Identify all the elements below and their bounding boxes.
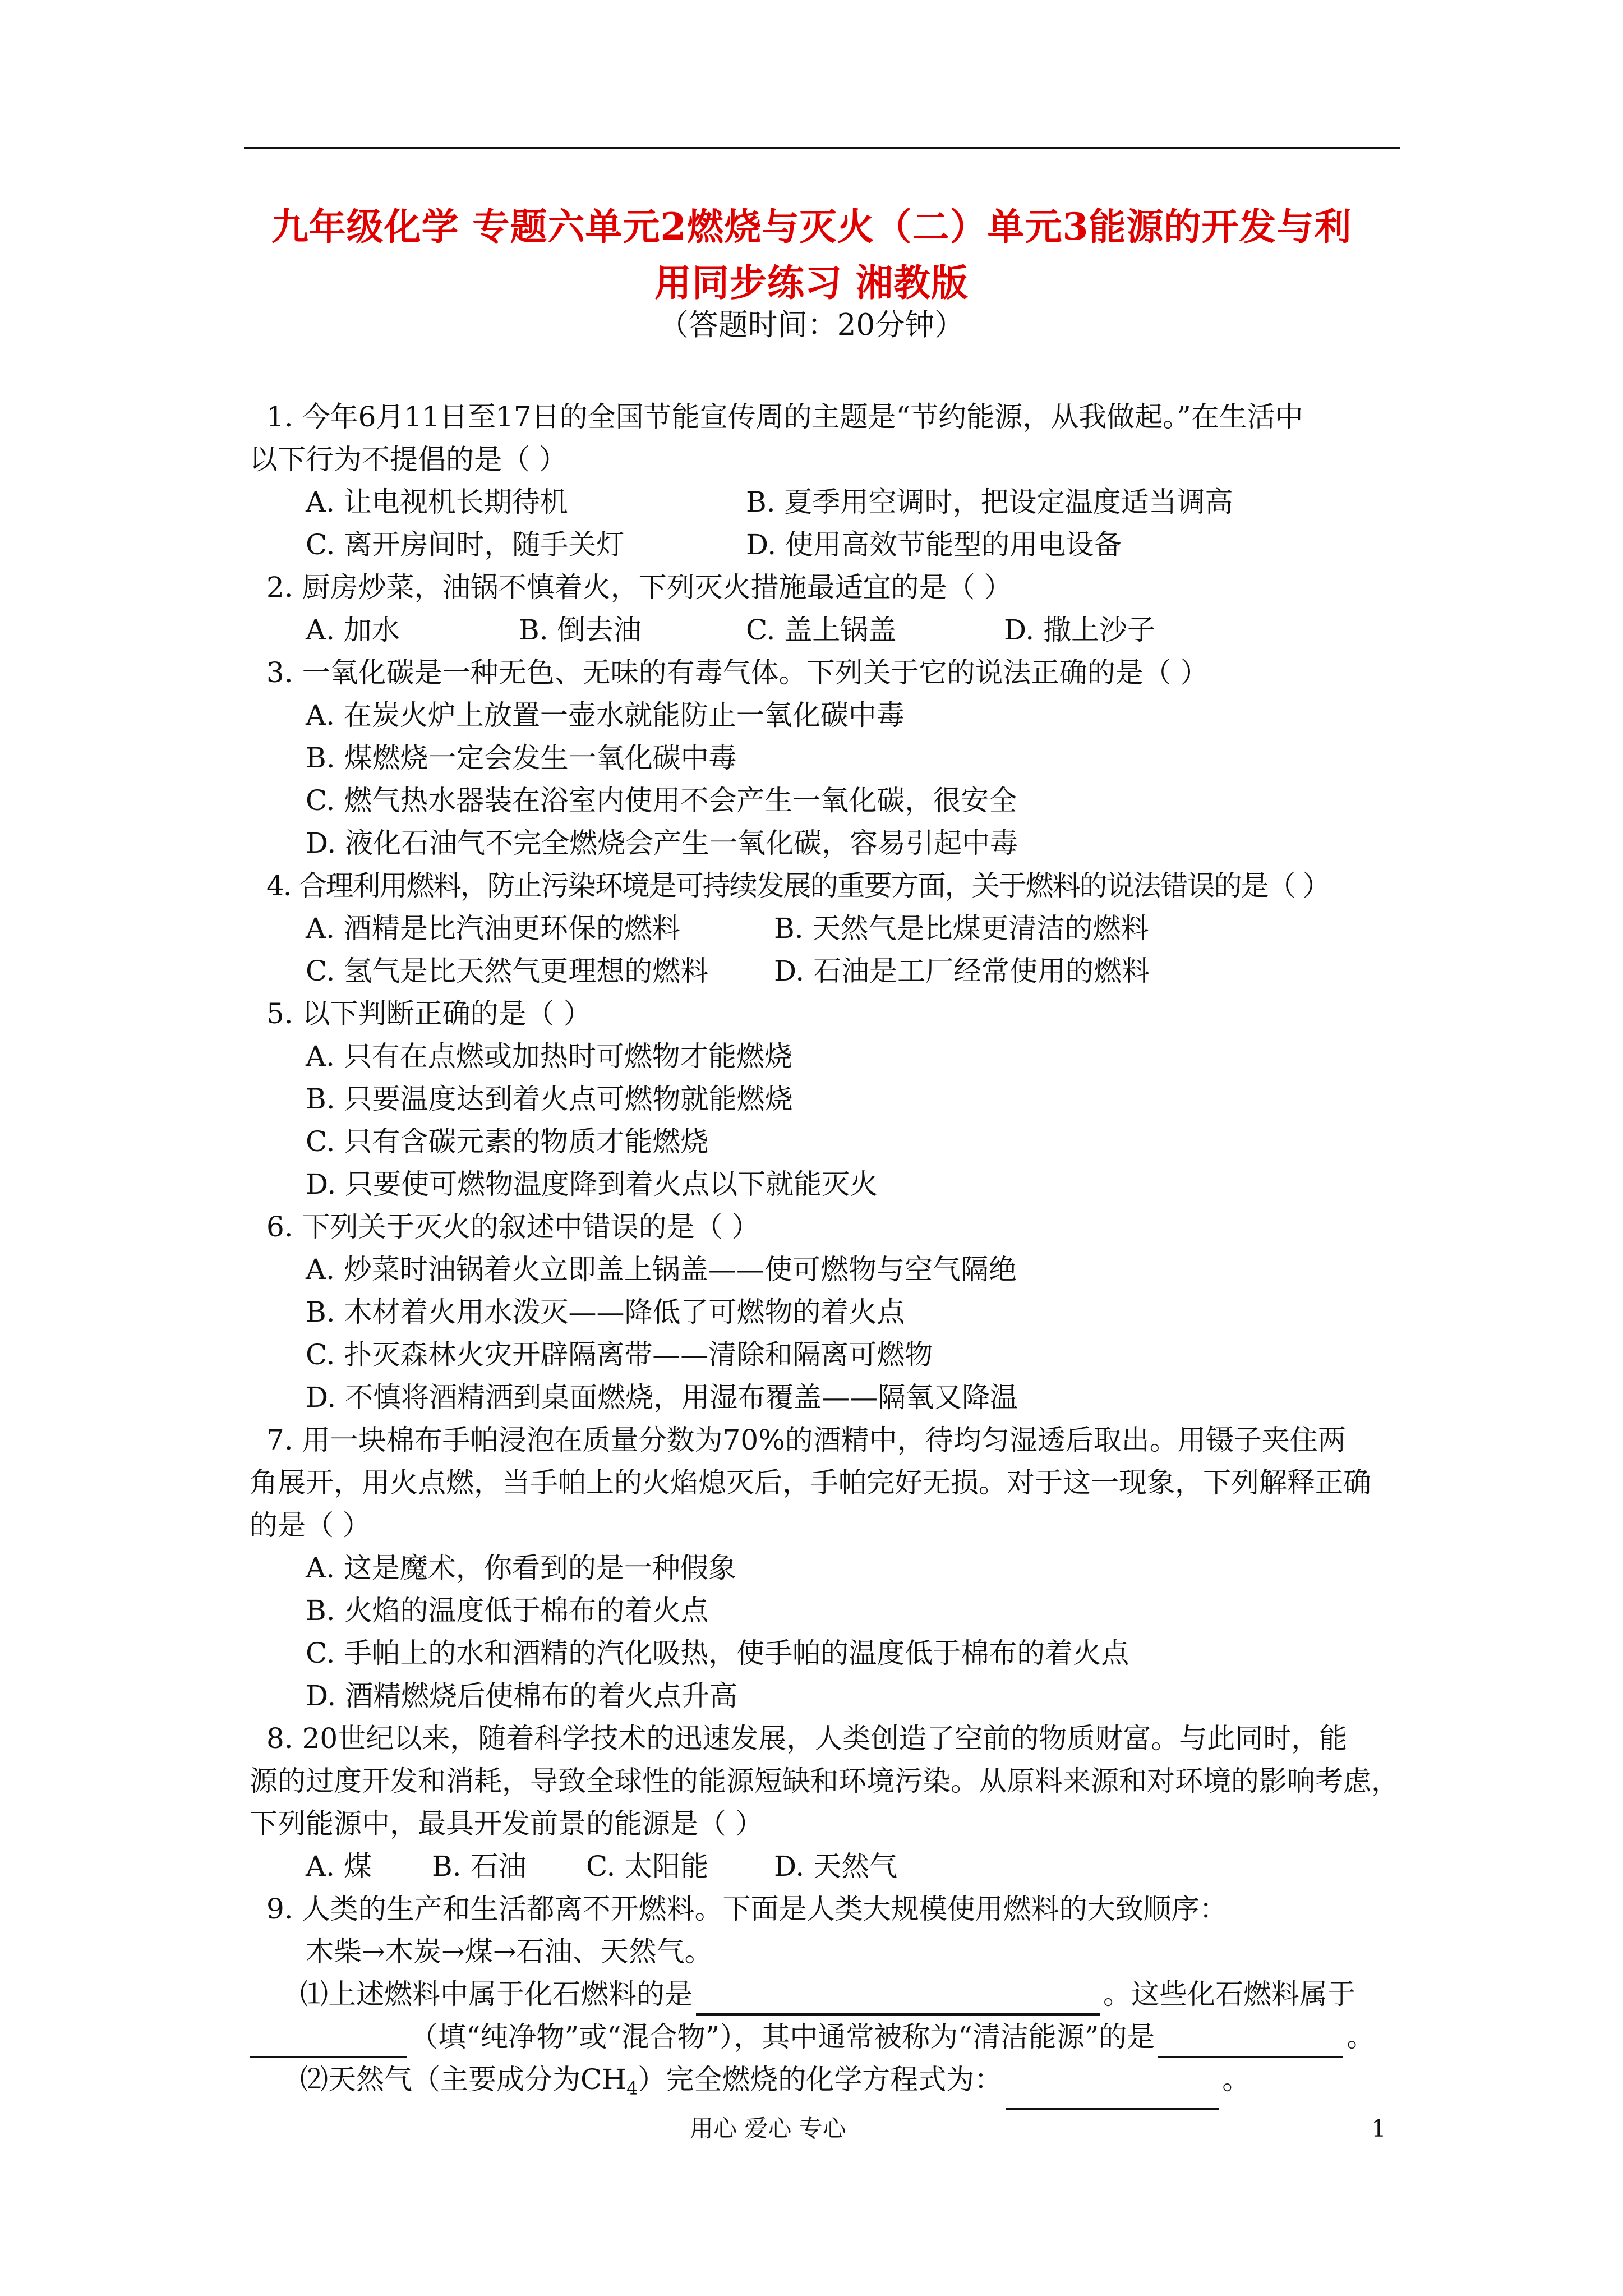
question-5-option-b: B. 只要温度达到着火点可燃物就能燃烧 bbox=[306, 1083, 793, 1115]
question-8-option-c: C. 太阳能 bbox=[586, 1850, 709, 1883]
question-2-option-d: D. 撒上沙子 bbox=[1004, 614, 1156, 646]
question-9-stem: 9. 人类的生产和生活都离不开燃料。下面是人类大规模使用燃料的大致顺序： bbox=[266, 1893, 1228, 1925]
question-4-option-b: B. 天然气是比煤更清洁的燃料 bbox=[774, 912, 1149, 945]
question-7-stem: 7. 用一块棉布手帕浸泡在质量分数为70%的酒精中，待均匀湿透后取出。用镊子夹住两 bbox=[266, 1424, 1346, 1456]
question-6-stem: 6. 下列关于灭火的叙述中错误的是（ ） bbox=[266, 1211, 760, 1243]
question-6-option-d: D. 不慎将酒精洒到桌面燃烧，用湿布覆盖——隔氧又降温 bbox=[306, 1381, 1018, 1414]
header-rule bbox=[244, 147, 1400, 149]
answer-time: （答题时间：20分钟） bbox=[658, 308, 965, 342]
question-2-option-a: A. 加水 bbox=[306, 614, 400, 646]
question-9-part-1-cont: （填“纯净物”或“混合物”），其中通常被称为“清洁能源”的是 。 bbox=[250, 2016, 1375, 2058]
question-9-part-1: ⑴上述燃料中属于化石燃料的是 。这些化石燃料属于 bbox=[300, 1973, 1355, 2016]
question-5-stem: 5. 以下判断正确的是（ ） bbox=[266, 997, 592, 1030]
question-4-option-a: A. 酒精是比汽油更环保的燃料 bbox=[306, 912, 680, 945]
question-4-stem: 4. 合理利用燃料，防止污染环境是可持续发展的重要方面，关于燃料的说法错误的是（ ） bbox=[266, 869, 1330, 902]
question-3-option-a: A. 在炭火炉上放置一壶水就能防止一氧化碳中毒 bbox=[306, 699, 905, 731]
question-1-option-b: B. 夏季用空调时，把设定温度适当调高 bbox=[746, 486, 1233, 518]
question-7-option-d: D. 酒精燃烧后使棉布的着火点升高 bbox=[306, 1680, 738, 1712]
question-1-stem-cont: 以下行为不提倡的是（ ） bbox=[250, 443, 567, 476]
fossil-fuel-answer-blank[interactable] bbox=[696, 1982, 1100, 2016]
question-1-option-a: A. 让电视机长期待机 bbox=[306, 486, 568, 518]
question-2-stem: 2. 厨房炒菜，油锅不慎着火，下列灭火措施最适宜的是（ ） bbox=[266, 571, 1012, 604]
question-7-option-a: A. 这是魔术，你看到的是一种假象 bbox=[306, 1552, 736, 1584]
question-3-option-b: B. 煤燃烧一定会发生一氧化碳中毒 bbox=[306, 742, 737, 774]
question-7-stem-cont-1: 角展开，用火点燃，当手帕上的火焰熄灭后，手帕完好无损。对于这一现象，下列解释正确 bbox=[250, 1466, 1371, 1499]
question-6-option-c: C. 扑灭森林火灾开辟隔离带——清除和隔离可燃物 bbox=[306, 1338, 933, 1371]
question-3-option-c: C. 燃气热水器装在浴室内使用不会产生一氧化碳，很安全 bbox=[306, 784, 1017, 817]
equation-answer-blank[interactable] bbox=[1006, 2076, 1219, 2110]
question-3-option-d: D. 液化石油气不完全燃烧会产生一氧化碳，容易引起中毒 bbox=[306, 827, 1018, 859]
question-1-stem: 1. 今年6月11日至17日的全国节能宣传周的主题是“节约能源，从我做起。”在生活中 bbox=[266, 401, 1303, 433]
question-1-option-d: D. 使用高效节能型的用电设备 bbox=[746, 528, 1122, 561]
question-8-stem-cont-1: 源的过度开发和消耗，导致全球性的能源短缺和环境污染。从原料来源和对环境的影响考虑， bbox=[250, 1765, 1399, 1797]
question-8-stem-cont-2: 下列能源中，最具开发前景的能源是（ ） bbox=[250, 1807, 763, 1840]
question-7-option-b: B. 火焰的温度低于棉布的着火点 bbox=[306, 1594, 709, 1627]
question-1-option-c: C. 离开房间时，随手关灯 bbox=[306, 528, 625, 561]
question-7-option-c: C. 手帕上的水和酒精的汽化吸热，使手帕的温度低于棉布的着火点 bbox=[306, 1637, 1129, 1669]
page-number: 1 bbox=[1371, 2115, 1386, 2142]
question-8-option-b: B. 石油 bbox=[432, 1850, 527, 1883]
footer-motto: 用心 爱心 专心 bbox=[690, 2115, 846, 2142]
question-5-option-a: A. 只有在点燃或加热时可燃物才能燃烧 bbox=[306, 1040, 792, 1073]
question-4-option-d: D. 石油是工厂经常使用的燃料 bbox=[774, 955, 1150, 987]
question-4-option-c: C. 氢气是比天然气更理想的燃料 bbox=[306, 955, 709, 987]
question-2-option-b: B. 倒去油 bbox=[519, 614, 642, 646]
question-8-option-d: D. 天然气 bbox=[774, 1850, 898, 1883]
clean-energy-answer-blank[interactable] bbox=[1158, 2024, 1343, 2058]
question-8-stem: 8. 20世纪以来，随着科学技术的迅速发展，人类创造了空前的物质财富。与此同时，能 bbox=[266, 1722, 1348, 1755]
question-7-stem-cont-2: 的是（ ） bbox=[250, 1509, 371, 1542]
question-6-option-a: A. 炒菜时油锅着火立即盖上锅盖——使可燃物与空气隔绝 bbox=[306, 1253, 1017, 1286]
question-9-part-2: ⑵天然气（主要成分为$CH_4$）完全燃烧的化学方程式为： 。 bbox=[300, 2058, 1250, 2110]
question-3-stem: 3. 一氧化碳是一种无色、无味的有毒气体。下列关于它的说法正确的是（ ） bbox=[266, 656, 1209, 689]
question-6-option-b: B. 木材着火用水泼灭——降低了可燃物的着火点 bbox=[306, 1296, 905, 1328]
question-8-option-a: A. 煤 bbox=[306, 1850, 372, 1883]
question-2-option-c: C. 盖上锅盖 bbox=[746, 614, 897, 646]
page-title-line-2: 用同步练习 湘教版 bbox=[654, 261, 969, 305]
question-5-option-c: C. 只有含碳元素的物质才能燃烧 bbox=[306, 1125, 709, 1158]
question-5-option-d: D. 只要使可燃物温度降到着火点以下就能灭火 bbox=[306, 1168, 878, 1200]
mixture-answer-blank[interactable] bbox=[250, 2024, 407, 2058]
question-9-fuel-sequence: 木柴→木炭→煤→石油、天然气。 bbox=[306, 1935, 713, 1968]
page-title-line-1: 九年级化学 专题六单元2燃烧与灭火（二）单元3能源的开发与利 bbox=[271, 205, 1352, 249]
